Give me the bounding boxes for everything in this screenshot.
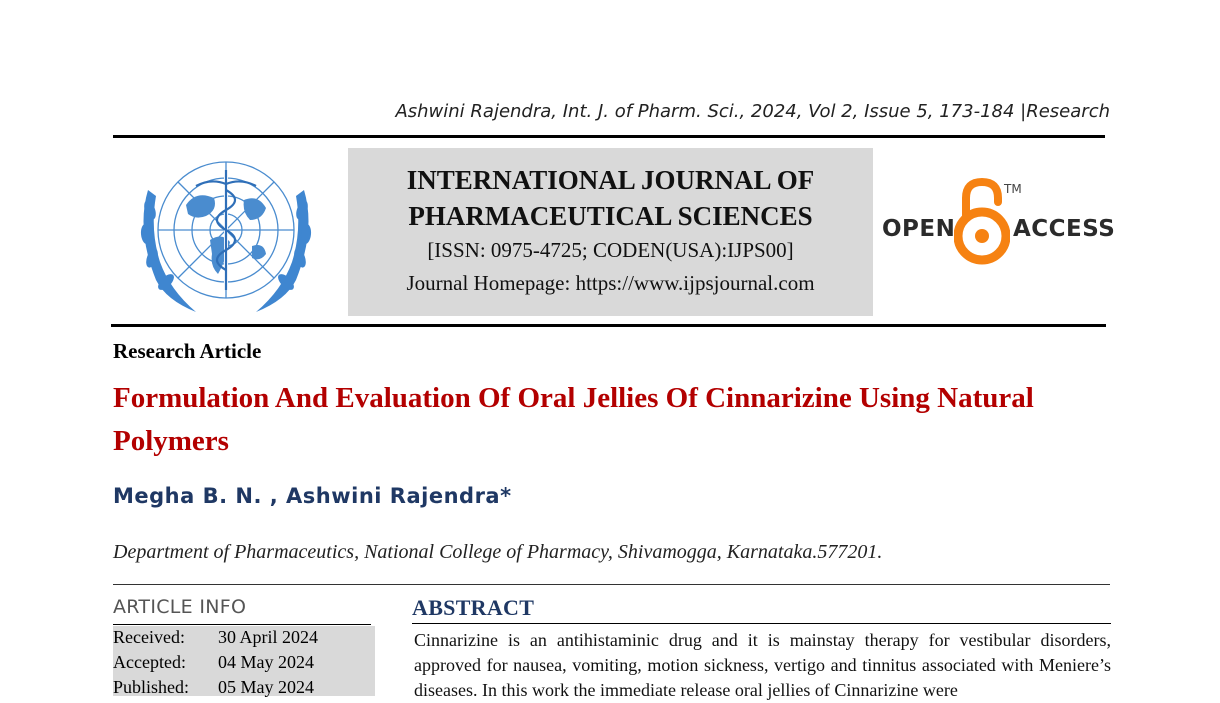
info-value: 05 May 2024	[218, 677, 314, 697]
abstract-heading: ABSTRACT	[412, 595, 535, 620]
journal-title-line2: PHARMACEUTICAL SCIENCES	[408, 201, 813, 231]
info-label: Accepted:	[113, 652, 186, 672]
journal-issn: [ISSN: 0975-4725; CODEN(USA):IJPS00]	[427, 238, 794, 262]
info-value: 04 May 2024	[218, 652, 314, 672]
abstract-rule	[412, 623, 1111, 624]
journal-title-line1: INTERNATIONAL JOURNAL OF	[406, 165, 815, 195]
info-label: Received:	[113, 627, 185, 647]
info-label: Published:	[113, 677, 190, 697]
top-rule	[113, 135, 1105, 138]
abstract-text: Cinnarizine is an antihistaminic drug and it is mainstay therapy for vestibular disorders, approved for nausea, vomiting, motion sickness, vertigo and tinnitus associated with Meniere’s diseases. In this work the immediate release oral jellies of Cinnarizine were	[414, 630, 1111, 700]
open-access-logo	[880, 178, 1116, 268]
article-type: Research Article	[113, 339, 262, 363]
article-info-box	[113, 626, 375, 696]
open-access-word-access: ACCESS	[1013, 216, 1116, 242]
authors: Megha B. N. , Ashwini Rajendra*	[113, 484, 512, 508]
info-row-received	[113, 627, 318, 648]
open-access-lock-icon	[954, 178, 1010, 266]
journal-homepage[interactable]: Journal Homepage: https://www.ijpsjournal.com	[406, 271, 815, 295]
info-row-accepted	[113, 652, 314, 673]
article-info-heading: ARTICLE INFO	[113, 596, 247, 618]
paper-title: Formulation And Evaluation Of Oral Jellies Of Cinnarizine Using Natural Polymers	[113, 382, 1034, 457]
open-access-tm: TM	[1004, 182, 1022, 196]
journal-header-box	[348, 148, 873, 316]
info-value: 30 April 2024	[218, 627, 319, 647]
un-globe-caduceus-emblem-icon	[126, 150, 326, 320]
open-access-word-open: OPEN	[882, 216, 956, 242]
affiliation: Department of Pharmaceutics, National College of Pharmacy, Shivamogga, Karnataka.577201.	[113, 541, 883, 563]
article-info-rule	[113, 624, 371, 625]
affiliation-rule	[113, 584, 1110, 585]
header-bottom-rule	[111, 324, 1106, 327]
running-head: Ashwini Rajendra, Int. J. of Pharm. Sci., 2024, Vol 2, Issue 5, 173-184 |Research	[395, 101, 1110, 122]
